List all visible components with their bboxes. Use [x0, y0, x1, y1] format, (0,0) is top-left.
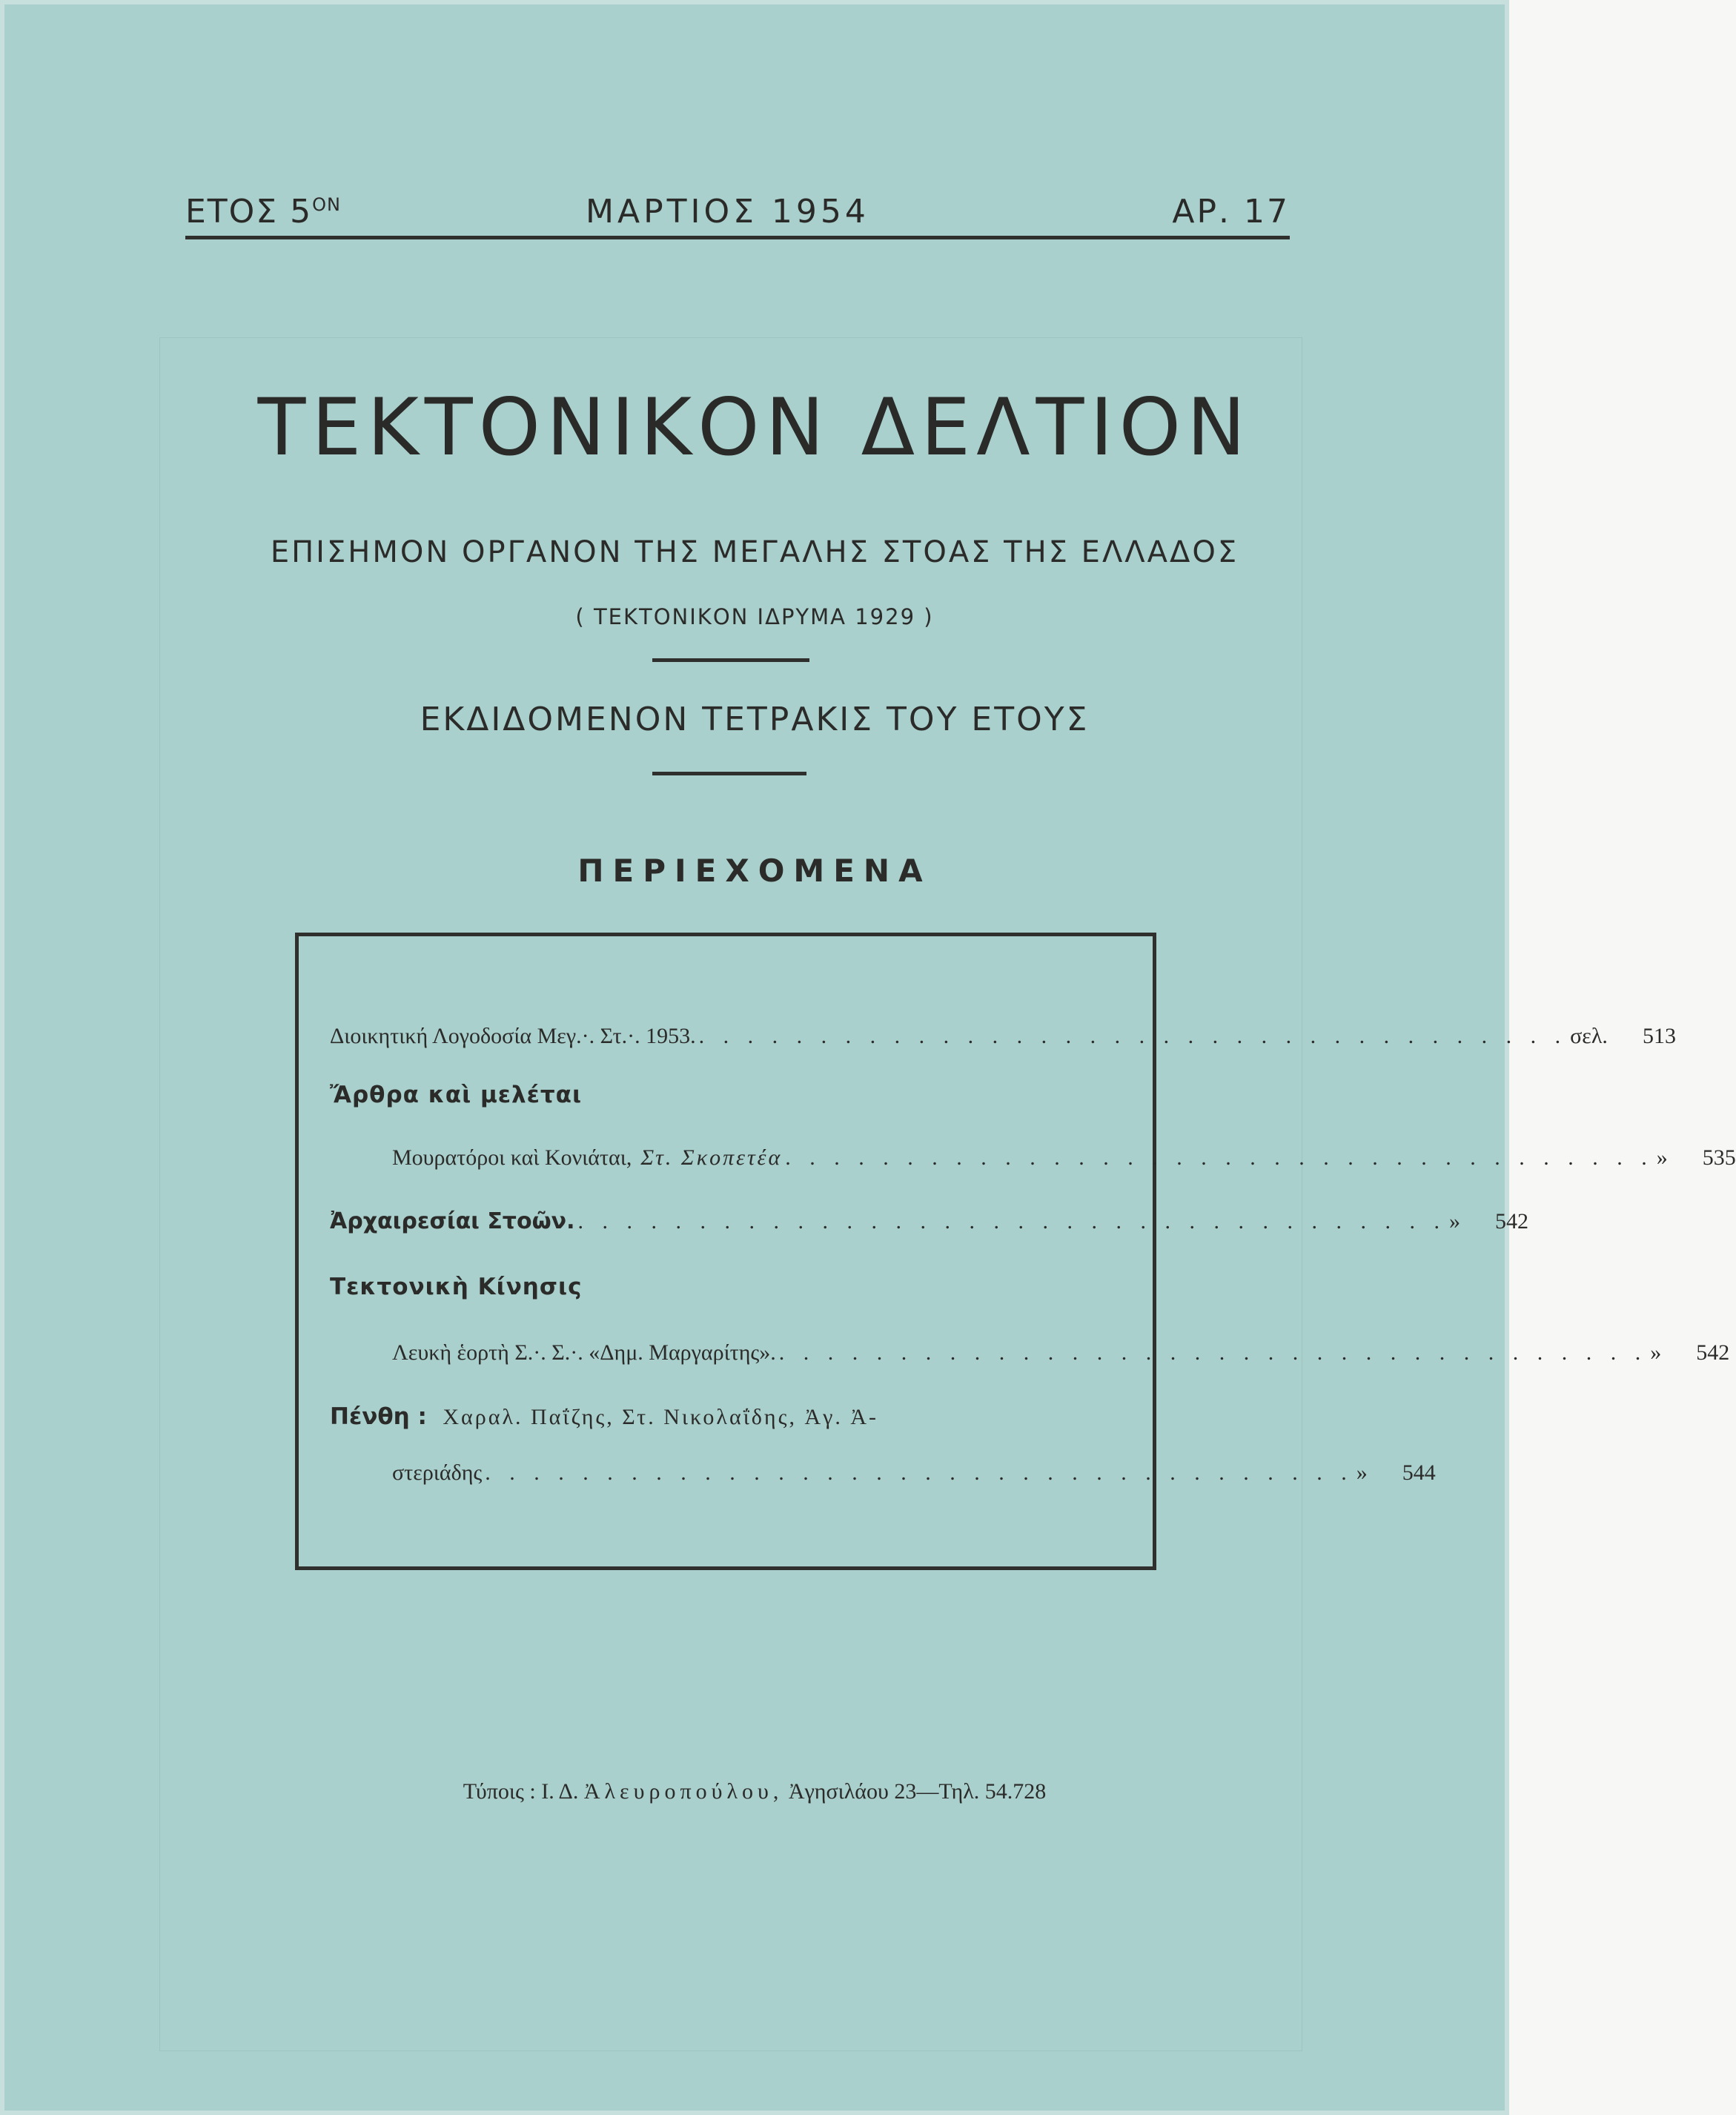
foundation-note: ( ΤΕΚΤΟΝΙΚΟΝ ΙΔΡΥΜΑ 1929 ): [575, 604, 934, 629]
toc-page-number: 544: [1402, 1460, 1436, 1485]
year-suffix: ΟΝ: [312, 194, 341, 215]
toc-entry: [392, 1145, 1736, 1171]
publication-subtitle: ΕΠΙΣΗΜΟΝ ΟΡΓΑΝΟΝ ΤΗΣ ΜΕΓΑΛΗΣ ΣΤΟΑΣ ΤΗΣ ΕΛΛΑΔΟΣ: [270, 535, 1239, 569]
toc-entry: [392, 1340, 1730, 1366]
obituaries-label: Πένθη :: [330, 1403, 427, 1430]
divider-rule: [652, 658, 809, 662]
toc-page-mark: »: [1356, 1460, 1368, 1485]
toc-entry-author: Στ. Σκοπετέα: [640, 1145, 783, 1170]
obituaries-names: Χαραλ. Παΐζης, Στ. Νικολαΐδης, Ἀγ. Ἀ-: [443, 1405, 879, 1429]
publication-frequency: ΕΚΔΙΔΟΜΕΝΟΝ ΤΕΤΡΑΚΙΣ ΤΟΥ ΕΤΟΥΣ: [420, 701, 1090, 738]
toc-page-number: 513: [1642, 1024, 1676, 1048]
toc-page-number: 535: [1702, 1145, 1736, 1170]
toc-page-number: 542: [1696, 1340, 1730, 1365]
toc-page-mark: »: [1448, 1209, 1460, 1234]
toc-page-mark: »: [1656, 1145, 1668, 1170]
toc-page-mark: »: [1650, 1340, 1662, 1365]
obituaries-names-continued: στεριάδης: [392, 1460, 483, 1485]
toc-entry-title: Μουρατόροι καὶ Κονιάται,: [392, 1145, 632, 1170]
toc-entry: [330, 1208, 1528, 1234]
printer-prefix: Τύποις : Ι. Δ.: [463, 1779, 579, 1804]
toc-entry: [392, 1460, 1436, 1486]
obituaries-entry: [330, 1403, 878, 1430]
leader-dots: . . . . . . . . . . . . . . . . . . . . . . . . . . . . . . . . . . . .: [485, 1460, 1354, 1485]
leader-dots: . . . . . . . . . . . . . . . . . . . . . . . . . . . . . . . . . . . .: [785, 1145, 1654, 1170]
leader-dots: . . . . . . . . . . . . . . . . . . . . . . . . . . . . . . . . . . . .: [577, 1209, 1446, 1234]
divider-rule: [652, 772, 806, 775]
toc-entry-title: Λευκὴ ἑορτὴ Σ.·. Σ.·. «Δημ. Μαργαρίτης».: [392, 1340, 776, 1365]
publication-title: ΤΕΚΤΟΝΙΚΟΝ ΔΕΛΤΙΟΝ: [257, 382, 1252, 473]
leader-dots: . . . . . . . . . . . . . . . . . . . . . . . . . . . . . . . . . . . .: [778, 1340, 1648, 1365]
printer-imprint: [0, 1779, 1509, 1804]
masthead-bar: [185, 191, 1290, 239]
toc-entry-title: Διοικητική Λογοδοσία Μεγ.·. Στ.·. 1953.: [330, 1024, 696, 1048]
toc-entry: [330, 1024, 1676, 1049]
table-of-contents: [295, 933, 1736, 1570]
issue-date: ΜΑΡΤΙΟΣ 1954: [586, 193, 869, 231]
printer-name: Ἀλευροπούλου,: [583, 1779, 783, 1804]
printer-address: Ἀγησιλάου 23—Τηλ. 54.728: [788, 1779, 1047, 1804]
toc-section-heading: Ἄρθρα καὶ μελέται: [330, 1082, 583, 1108]
year-label: ΕΤΟΣ $5^{ON}$: [185, 193, 341, 231]
toc-page-mark: σελ.: [1570, 1024, 1608, 1048]
issue-number: ΑΡ. 17: [1172, 193, 1290, 231]
toc-page-number: 542: [1494, 1209, 1528, 1234]
toc-section-heading: Τεκτονικὴ Κίνησις: [330, 1274, 583, 1300]
toc-entry-title: Ἀρχαιρεσίαι Στοῶν.: [330, 1208, 575, 1234]
contents-heading: ΠΕΡΙΕΧΟΜΕΝΑ: [577, 853, 932, 889]
leader-dots: . . . . . . . . . . . . . . . . . . . . . . . . . . . . . . . . . . . .: [698, 1024, 1568, 1048]
